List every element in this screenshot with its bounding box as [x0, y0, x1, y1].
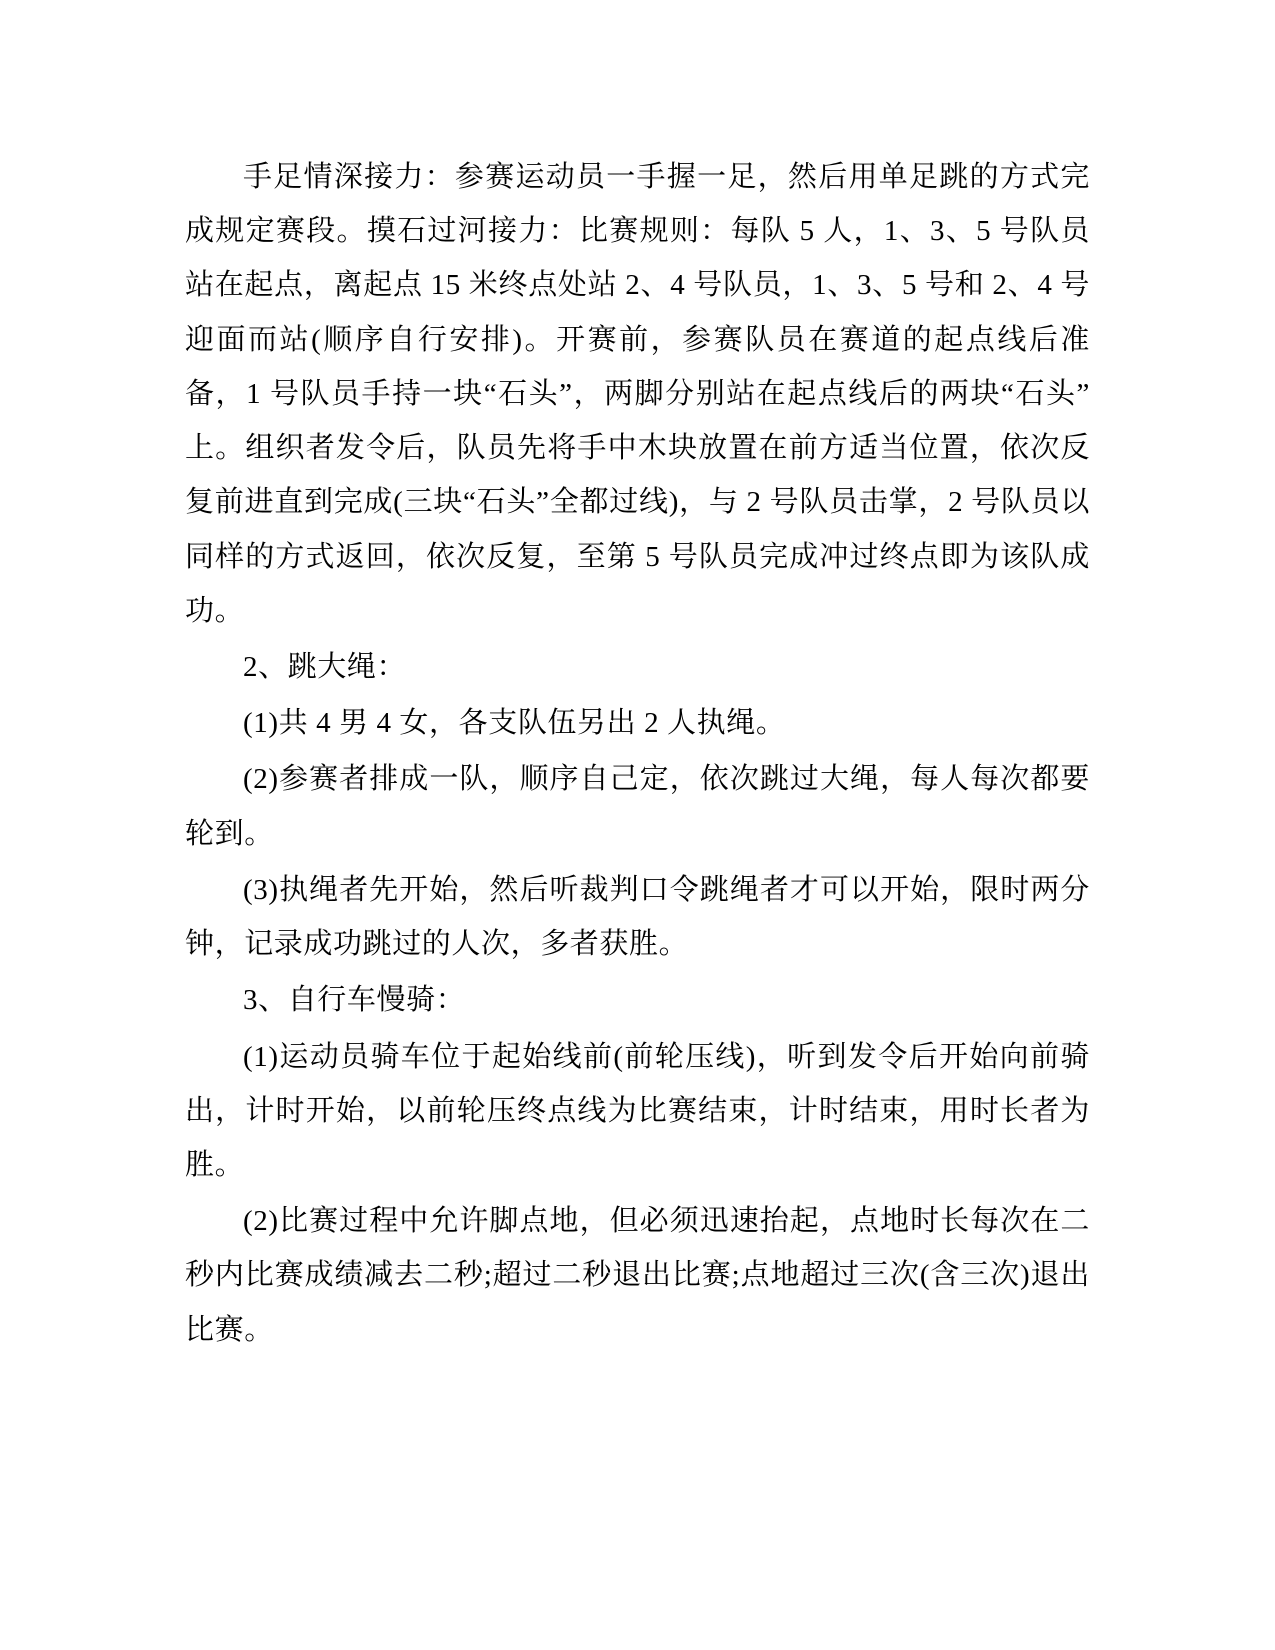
paragraph: 3、自行车慢骑： — [243, 984, 466, 1017]
paragraph: (3)执绳者先开始，然后听裁判口令跳绳者才可以开始，限时两分钟，记录成功跳过的人次，多者获胜。 — [185, 873, 1090, 961]
paragraph: (2)比赛过程中允许脚点地，但必须迅速抬起，点地时长每次在二秒内比赛成绩减去二秒;超过二秒退出比赛;点地超过三次(含三次)退出比赛。 — [185, 1205, 1090, 1346]
paragraph: 2、跳大绳： — [243, 650, 407, 683]
paragraph: (2)参赛者排成一队，顺序自己定，依次跳过大绳，每人每次都要轮到。 — [185, 763, 1090, 850]
paragraph: (1)共 4 男 4 女，各支队伍另出 2 人执绳。 — [243, 707, 786, 740]
paragraph: 手足情深接力：参赛运动员一手握一足，然后用单足跳的方式完成规定赛段。摸石过河接力：比赛规则：每队 5 人，1、3、5 号队员站在起点，离起点 15 米终点处站 2、4 号队员，1、3、5 号和 2、4 号迎面而站(顺序自行安排)。开赛前，参赛队员在赛道的起点线后准备，1 号队员手持一块“石头”，两脚分别站在起点线后的两块“石头”上。组织者发令后，队员先将手中木块放置在前方适当位置，依次反复前进直到完成(三块“石头”全都过线)，与 2 号队员击掌，2 号队员以同样的方式返回，依次反复，至第 5 号队员完成冲过终点即为该队成功。 — [185, 161, 1090, 627]
document-body — [185, 150, 1090, 1357]
paragraph: (1)运动员骑车位于起始线前(前轮压线)，听到发令后开始向前骑出，计时开始，以前轮压终点线为比赛结束，计时结束，用时长者为胜。 — [185, 1040, 1090, 1181]
